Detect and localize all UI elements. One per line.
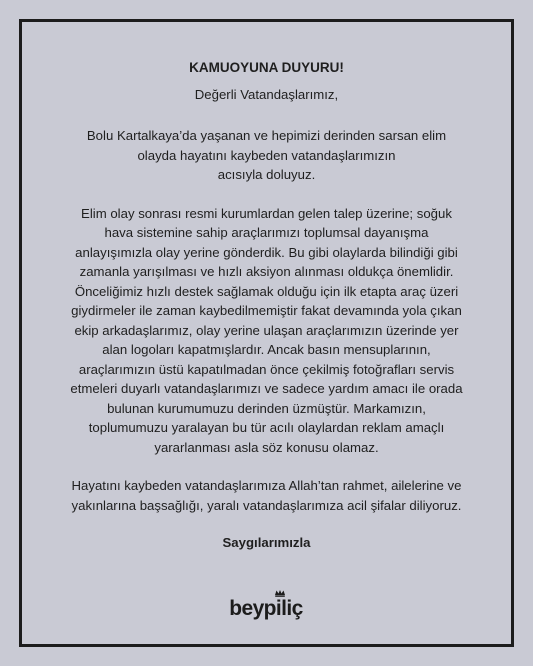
paragraph-explanation — [36, 204, 497, 458]
paragraph-line: Bolu Kartalkaya’da yaşanan ve hepimizi derinden sarsan elim — [86, 128, 447, 143]
paragraph-line: yararlanması asla söz konusu olamaz. — [154, 439, 379, 455]
paragraph-line: yakınlarına başsağlığı, yaralı vatandaşlarımıza acil şifalar diliyoruz. — [71, 497, 462, 513]
brand-logo — [213, 588, 319, 628]
paragraph-condolence — [36, 126, 497, 185]
paragraph-line: ekip arkadaşlarımız, olay yerine ulaşan araçlarımızın üzerinde yer — [74, 322, 459, 338]
announcement-title: KAMUOYUNA DUYURU! — [189, 60, 344, 75]
paragraph-line: olayda hayatını kaybeden vatandaşlarımızın — [137, 147, 396, 163]
paragraph-line: etmeleri duyarlı vatandaşlarımızı ve sadece yardım amacı ile orada — [70, 381, 463, 396]
paragraph-line: alan logoları kapatmışlardır. Ancak basın mensuplarının, — [102, 342, 431, 357]
paragraph-line: Önceliğimiz hızlı destek sağlamak olduğu için ilk etapta araç üzeri — [74, 283, 459, 299]
paragraph-line: Hayatını kaybeden vatandaşlarımıza Allah’tan rahmet, ailelerine ve — [71, 478, 462, 493]
announcement-body — [36, 59, 497, 552]
paragraph-line: Elim olay sonrası resmi kurumlardan gelen talep üzerine; soğuk — [81, 205, 452, 221]
paragraph-line: toplumumuzu yaralayan bu tür acılı olaylardan reklam amaçlı — [88, 420, 445, 435]
paragraph-line: giydirmeler ile zaman kaybedilmemiştir fakat devamında yola çıkan — [71, 303, 462, 318]
logo-wordmark: beypiliç — [229, 597, 303, 620]
paragraph-line: hava sistemine sahip araçlarımızı toplumsal dayanışma — [104, 225, 429, 240]
greeting-line: Değerli Vatandaşlarımız, — [194, 87, 339, 102]
paragraph-line: bulunan kurumumuzu derinden üzmüştür. Markamızın, — [107, 400, 426, 416]
crown-icon — [275, 590, 285, 597]
paragraph-line: anlayışımızla olay yerine gönderdik. Bu gibi olaylarda bilindiği gibi — [75, 244, 458, 260]
paragraph-wishes — [36, 476, 497, 515]
paragraph-line: acısıyla doluyuz. — [217, 167, 316, 182]
closing-signature: Saygılarımızla — [222, 535, 311, 550]
paragraph-line: zamanla yarışılması ve hızlı aksiyon alınması oldukça önemlidir. — [79, 264, 454, 279]
paragraph-line: araçlarımızın üstü kapatılmadan önce çekilmiş fotoğrafları servis — [78, 361, 455, 377]
